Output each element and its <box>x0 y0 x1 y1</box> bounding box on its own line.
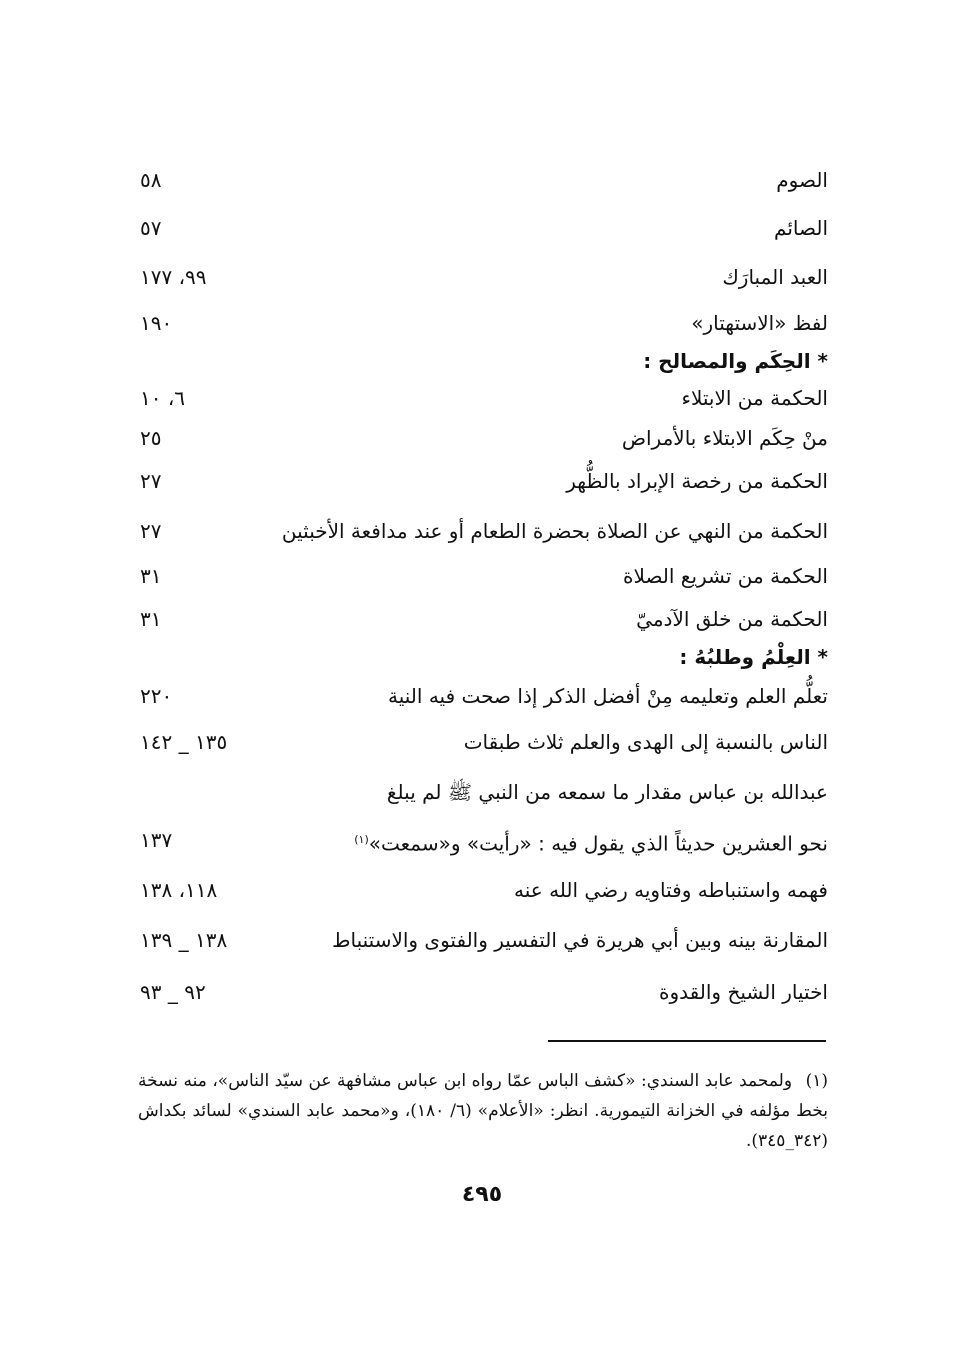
footnote <box>138 1066 828 1156</box>
index-entry-text: الحكمة من النهي عن الصلاة بحضرة الطعام أو عند مدافعة الأخبثين <box>281 519 828 543</box>
section-heading: * العِلْمُ وطلبُهُ : <box>679 645 828 669</box>
index-entry-text: الناس بالنسبة إلى الهدى والعلم ثلاث طبقات <box>463 730 828 754</box>
index-entry-page: ٥٧ <box>140 216 162 240</box>
index-entry-page: ١٩٠ <box>140 311 173 335</box>
index-entry-text: لفظ «الاستهتار» <box>691 311 828 335</box>
index-entry-text: عبدالله بن عباس مقدار ما سمعه من النبي ﷺ لم يبلغ <box>386 780 828 804</box>
index-entry-text: الصائم <box>774 216 828 240</box>
index-entry-page: ٩٩، ١٧٧ <box>140 265 207 289</box>
index-entry-page: ١٣٧ <box>140 828 173 852</box>
footnote-divider <box>548 1040 826 1042</box>
index-entry-text: العبد المبارَك <box>722 265 828 289</box>
index-entry-page: ٣١ <box>140 564 162 588</box>
index-entry-text: الحكمة من تشريع الصلاة <box>623 564 828 588</box>
index-entry-page: ١٣٨ _ ١٣٩ <box>140 928 228 952</box>
index-entry-page: ٢٥ <box>140 426 162 450</box>
index-entry-text: نحو العشرين حديثاً الذي يقول فيه : «رأيت» و«سمعت» <box>368 831 828 856</box>
index-entry-text: الحكمة من خلق الآدميّ <box>636 607 828 631</box>
section-heading: * الحِكَم والمصالح : <box>643 349 828 373</box>
index-entry-page: ٢٧ <box>140 519 162 543</box>
index-entry-text-with-footnote <box>354 826 828 858</box>
index-entry-text: المقارنة بينه وبين أبي هريرة في التفسير والفتوى والاستنباط <box>332 928 828 952</box>
index-entry-text: تعلُّم العلم وتعليمه مِنْ أفضل الذكر إذا صحت فيه النية <box>388 684 828 708</box>
index-entry-page: ٦، ١٠ <box>140 386 186 410</box>
index-entry-page: ٣١ <box>140 607 162 631</box>
footnote-text: ولمحمد عابد السندي: «كشف الباس عمّا رواه ابن عباس مشافهة عن سيّد الناس»، منه نسخة بخط مؤلفه في الخزانة التيمورية. انظر: «الأعلام» (٦/ ١٨٠)، و«محمد عابد السندي» لسائد بكداش (٣٤٢_٣٤٥). <box>138 1071 828 1151</box>
index-entry-text: الحكمة من الابتلاء <box>681 386 828 410</box>
index-entry-text: فهمه واستنباطه وفتاويه رضي الله عنه <box>514 878 828 902</box>
footnote-reference: (١) <box>354 833 369 846</box>
index-entry-page: ٢٧ <box>140 469 162 493</box>
index-entry-text: اختيار الشيخ والقدوة <box>659 980 828 1004</box>
index-entry-page: ١١٨، ١٣٨ <box>140 878 218 902</box>
index-entry-text: منْ حِكَم الابتلاء بالأمراض <box>621 426 828 450</box>
index-entry-text: الصوم <box>776 168 828 192</box>
index-entry-page: ٩٢ _ ٩٣ <box>140 980 206 1004</box>
footnote-number: (١) <box>805 1071 828 1091</box>
index-entry-page: ١٣٥ _ ١٤٢ <box>140 730 228 754</box>
page-number: ٤٩٥ <box>461 1182 503 1207</box>
index-entry-page: ٢٢٠ <box>140 684 173 708</box>
index-entry-text: الحكمة من رخصة الإبراد بالظُّهر <box>566 469 828 493</box>
index-entry-page: ٥٨ <box>140 168 162 192</box>
